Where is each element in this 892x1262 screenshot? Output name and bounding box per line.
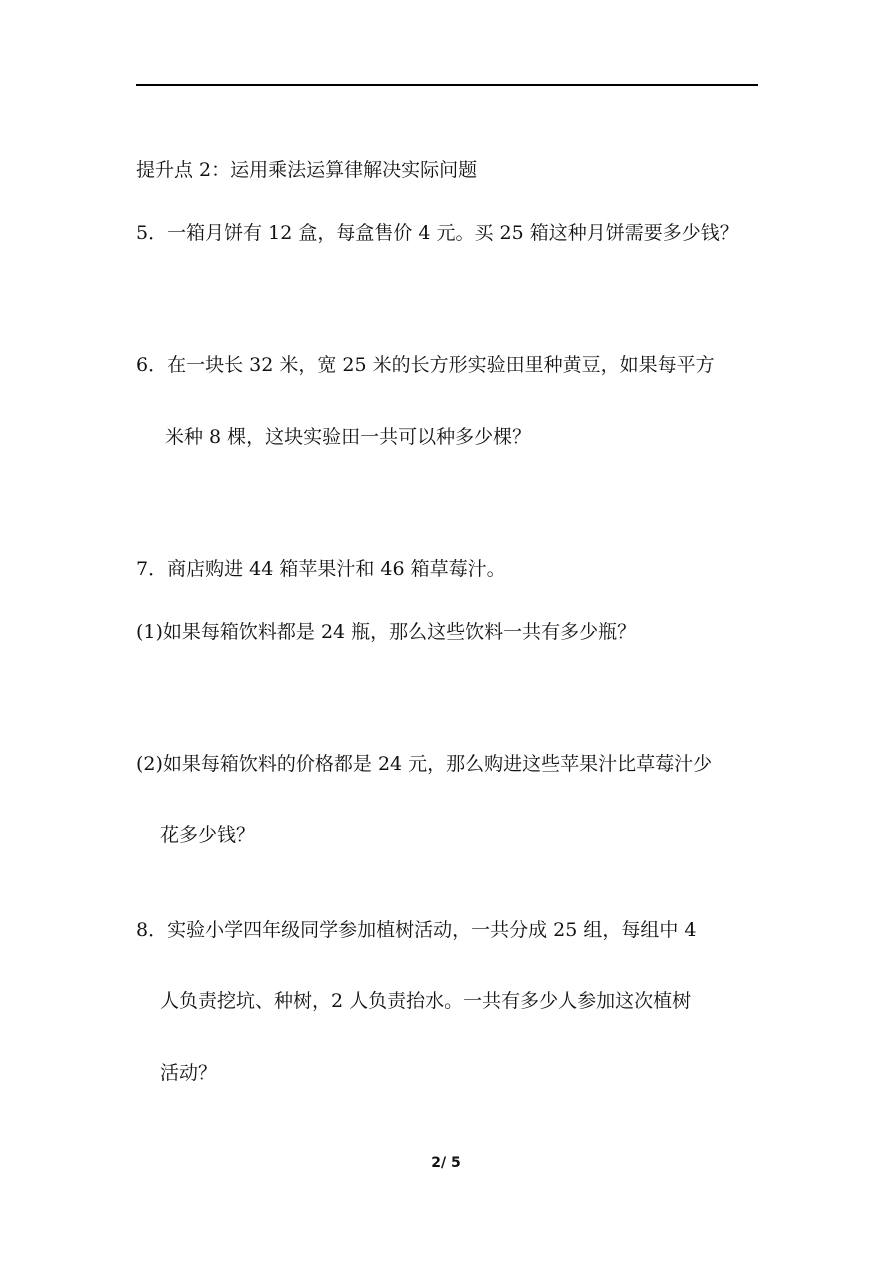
problem-8-line-1: 8．实验小学四年级同学参加植树活动，一共分成 25 组，每组中 4 xyxy=(136,919,697,941)
problem-5-text: 5．一箱月饼有 12 盒，每盒售价 4 元。买 25 箱这种月饼需要多少钱？ xyxy=(136,222,739,244)
problem-7-part-2-line-2: 花多少钱？ xyxy=(160,824,256,846)
problem-6-line-1: 6．在一块长 32 米，宽 25 米的长方形实验田里种黄豆，如果每平方 xyxy=(136,354,715,376)
problem-6-line-2: 米种 8 棵，这块实验田一共可以种多少棵？ xyxy=(165,426,532,448)
problem-7-part-2-line-1: (2)如果每箱饮料的价格都是 24 元，那么购进这些苹果汁比草莓汁少 xyxy=(136,753,713,775)
page-number: 2/ 5 xyxy=(431,1155,461,1171)
problem-8-line-3: 活动？ xyxy=(160,1062,218,1084)
section-title: 提升点 2：运用乘法运算律解决实际问题 xyxy=(136,159,478,181)
problem-7-line-1: 7．商店购进 44 箱苹果汁和 46 箱草莓汁。 xyxy=(136,558,506,580)
problem-7-part-1: (1)如果每箱饮料都是 24 瓶，那么这些饮料一共有多少瓶？ xyxy=(136,621,637,643)
header-rule xyxy=(136,84,758,86)
problem-8-line-2: 人负责挖坑、种树，2 人负责抬水。一共有多少人参加这次植树 xyxy=(160,990,692,1012)
